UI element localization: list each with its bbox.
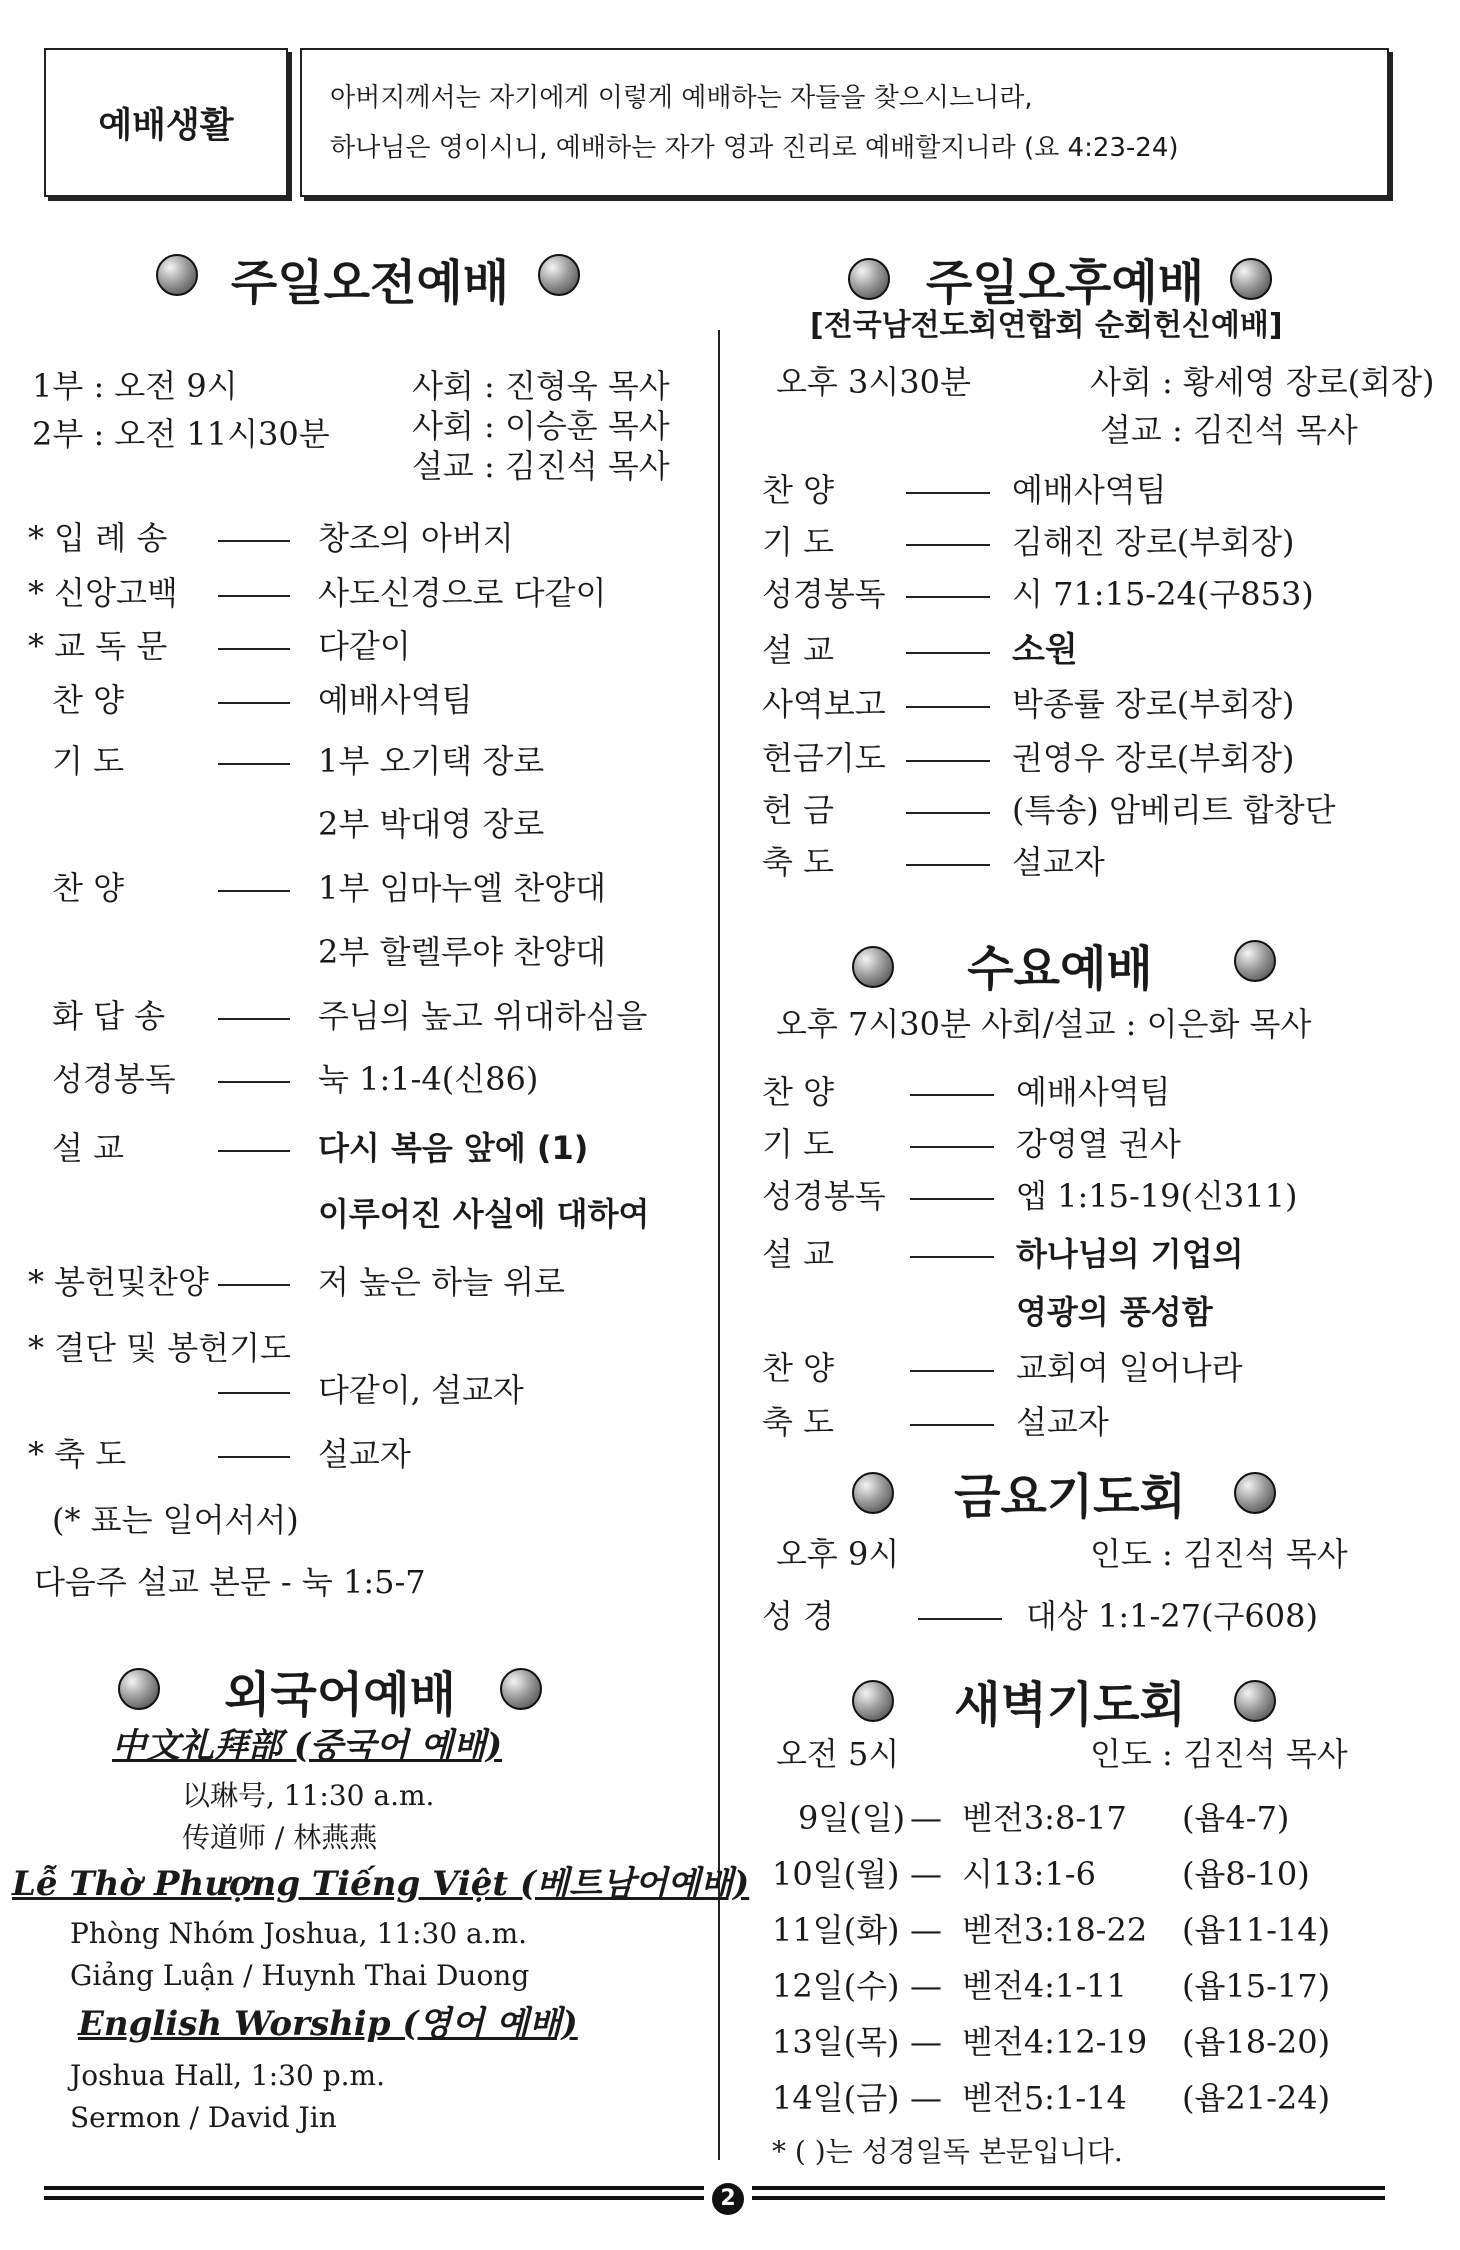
dash-line	[906, 492, 990, 494]
morning-item-value: 주님의 높고 위대하심을	[318, 997, 648, 1035]
dawn-dash: —	[910, 1799, 942, 1837]
dash-line	[910, 1094, 994, 1096]
afternoon-item-value: 시 71:15-24(구853)	[1012, 575, 1314, 613]
morning-item-value: 예배사역팀	[318, 681, 473, 719]
morning-item-value: 창조의 아버지	[318, 519, 514, 557]
vietnamese-title: Lễ Thờ Phượng Tiếng Việt (베트남어예배)	[12, 1864, 750, 1904]
wednesday-item-value: 교회여 일어나라	[1016, 1349, 1243, 1387]
morning-item-value: 다같이	[318, 627, 411, 665]
wednesday-item-label: 성경봉독	[762, 1177, 886, 1215]
dawn-dash: —	[910, 1855, 942, 1893]
dawn-text: 시13:1-6	[962, 1855, 1096, 1893]
wednesday-item-value: 예배사역팀	[1016, 1073, 1171, 1111]
dash-line	[218, 1150, 290, 1152]
afternoon-item-label: 헌 금	[762, 791, 834, 829]
footer-rule-right	[752, 2196, 1385, 2200]
afternoon-time: 오후 3시30분	[776, 363, 971, 401]
afternoon-item-label: 성경봉독	[762, 575, 886, 613]
dawn-day: 12일(수)	[772, 1967, 900, 2005]
dawn-dash: —	[910, 1911, 942, 1949]
friday-time: 오후 9시	[776, 1535, 900, 1573]
chinese-line2: 传道师 / 林燕燕	[182, 1821, 378, 1854]
wednesday-sermon-title2: 영광의 풍성함	[1016, 1293, 1213, 1331]
morning-item-value2: 2부 박대영 장로	[318, 805, 545, 843]
wednesday-item-value: 엡 1:15-19(신311)	[1016, 1177, 1298, 1215]
bullet-ball-icon	[118, 1668, 160, 1710]
foreign-title: 외국어예배	[224, 1667, 456, 1723]
morning-item-value: 1부 임마누엘 찬양대	[318, 869, 606, 907]
morning-item-label: 성경봉독	[52, 1060, 176, 1098]
dash-line	[906, 760, 990, 762]
morning-item-label: * 교 독 문	[28, 627, 168, 665]
bullet-ball-icon	[1230, 258, 1272, 300]
dash-line	[910, 1256, 994, 1258]
morning-time1: 1부 : 오전 9시	[32, 367, 238, 405]
afternoon-item-value: 권영우 장로(부회장)	[1012, 739, 1295, 777]
bullet-ball-icon	[852, 1472, 894, 1514]
dawn-text: 벧전4:12-19	[962, 2023, 1148, 2061]
morning-preacher: 설교 : 김진석 목사	[412, 447, 670, 485]
dawn-ref: (욥15-17)	[1182, 1967, 1331, 2005]
morning-item-label: 찬 양	[52, 681, 124, 719]
footer-rule-left	[44, 2186, 704, 2190]
dawn-text: 벧전3:8-17	[962, 1799, 1127, 1837]
dash-line	[218, 763, 290, 765]
header-title: 예배생활	[98, 106, 234, 146]
morning-item-label: 기 도	[52, 742, 124, 780]
dawn-day: 10일(월)	[772, 1855, 900, 1893]
morning-leader1: 사회 : 진형욱 목사	[412, 367, 670, 405]
dash-line	[910, 1146, 994, 1148]
friday-leader: 인도 : 김진석 목사	[1090, 1535, 1348, 1573]
morning-item-label: * 축 도	[28, 1435, 127, 1473]
wednesday-item-label: 찬 양	[762, 1349, 834, 1387]
morning-item-value: 설교자	[318, 1435, 411, 1473]
afternoon-subtitle: [전국남전도회연합회 순회헌신예배]	[810, 308, 1283, 343]
morning-note: (* 표는 일어서서)	[52, 1501, 299, 1539]
dash-line	[906, 596, 990, 598]
morning-item-label: 찬 양	[52, 869, 124, 907]
header-title-box	[44, 48, 288, 197]
afternoon-title: 주일오후예배	[925, 255, 1205, 311]
afternoon-item-label: 기 도	[762, 523, 834, 561]
dash-line	[218, 1081, 290, 1083]
vietnamese-line2: Giảng Luận / Huynh Thai Duong	[70, 1959, 530, 1992]
friday-value: 대상 1:1-27(구608)	[1026, 1597, 1318, 1635]
dawn-title: 새벽기도회	[954, 1677, 1186, 1733]
dash-line	[218, 595, 290, 597]
chinese-title: 中文礼拜部 (중국어 예배)	[112, 1726, 503, 1766]
header-verse-line1: 아버지께서는 자기에게 이렇게 예배하는 자들을 찾으시느니라,	[330, 83, 1033, 113]
dawn-ref: (욥21-24)	[1182, 2079, 1331, 2117]
morning-leader2: 사회 : 이승훈 목사	[412, 407, 670, 445]
english-title: English Worship (영어 예배)	[78, 2004, 578, 2044]
morning-item-label: * 신앙고백	[28, 574, 178, 612]
morning-item-value2: 2부 할렐루야 찬양대	[318, 933, 606, 971]
wednesday-title: 수요예배	[967, 941, 1153, 997]
dawn-leader: 인도 : 김진석 목사	[1090, 1735, 1348, 1773]
dawn-ref: (욥11-14)	[1182, 1911, 1331, 1949]
afternoon-sermon-title: 소원	[1012, 630, 1078, 670]
bullet-ball-icon	[500, 1668, 542, 1710]
morning-item-label: * 입 례 송	[28, 519, 168, 557]
afternoon-item-label: 축 도	[762, 843, 834, 881]
header-verse-box	[300, 48, 1389, 197]
morning-next-text: 다음주 설교 본문 - 눅 1:5-7	[34, 1563, 426, 1601]
morning-item-value: 다같이, 설교자	[318, 1371, 524, 1409]
dawn-text: 벧전5:1-14	[962, 2079, 1127, 2117]
dawn-ref: (욥8-10)	[1182, 1855, 1310, 1893]
dash-line	[218, 702, 290, 704]
morning-title: 주일오전예배	[230, 255, 510, 311]
afternoon-leader: 사회 : 황세영 장로(회장)	[1090, 363, 1435, 401]
english-line1: Joshua Hall, 1:30 p.m.	[70, 2059, 385, 2092]
bullet-ball-icon	[1234, 940, 1276, 982]
wednesday-item-value: 강영열 권사	[1016, 1125, 1181, 1163]
wednesday-time-line: 오후 7시30분 사회/설교 : 이은화 목사	[776, 1005, 1312, 1043]
dash-line	[906, 812, 990, 814]
friday-label: 성 경	[762, 1597, 834, 1635]
dash-line	[218, 540, 290, 542]
dawn-note: * ( )는 성경일독 본문입니다.	[772, 2135, 1123, 2168]
afternoon-item-label: 헌금기도	[762, 739, 886, 777]
dash-line	[918, 1618, 1002, 1620]
morning-time2: 2부 : 오전 11시30분	[32, 415, 330, 453]
morning-item-value: 1부 오기택 장로	[318, 742, 545, 780]
morning-item-label: 설 교	[52, 1129, 124, 1167]
dawn-day: 14일(금)	[772, 2079, 900, 2117]
dash-line	[906, 706, 990, 708]
dash-line	[218, 1284, 290, 1286]
friday-title: 금요기도회	[954, 1469, 1186, 1525]
morning-item-value: 사도신경으로 다같이	[318, 574, 607, 612]
dawn-ref: (욥4-7)	[1182, 1799, 1290, 1837]
wednesday-item-label: 기 도	[762, 1125, 834, 1163]
bullet-ball-icon	[156, 254, 198, 296]
dawn-dash: —	[910, 2023, 942, 2061]
dawn-text: 벧전4:1-11	[962, 1967, 1127, 2005]
morning-item-value: 눅 1:1-4(신86)	[318, 1060, 539, 1098]
dawn-day: 13일(목)	[772, 2023, 900, 2061]
chinese-line1: 以琳号, 11:30 a.m.	[182, 1779, 435, 1812]
morning-sermon-title2: 이루어진 사실에 대하여	[318, 1195, 650, 1233]
morning-sermon-title: 다시 복음 앞에 (1)	[318, 1129, 589, 1167]
dawn-dash: —	[910, 2079, 942, 2117]
vietnamese-line1: Phòng Nhóm Joshua, 11:30 a.m.	[70, 1917, 528, 1950]
dawn-day: 9일(일)	[798, 1799, 906, 1837]
afternoon-item-label: 설 교	[762, 631, 834, 669]
morning-item-label: * 봉헌및찬양	[28, 1263, 209, 1301]
morning-item-label: * 결단 및 봉헌기도	[28, 1329, 291, 1367]
bullet-ball-icon	[1234, 1680, 1276, 1722]
wednesday-item-label: 설 교	[762, 1235, 834, 1273]
wednesday-item-label: 찬 양	[762, 1073, 834, 1111]
dawn-time: 오전 5시	[776, 1735, 900, 1773]
dash-line	[910, 1424, 994, 1426]
dawn-day: 11일(화)	[772, 1911, 900, 1949]
afternoon-item-value: 김해진 장로(부회장)	[1012, 523, 1295, 561]
english-line2: Sermon / David Jin	[70, 2101, 337, 2134]
afternoon-preacher: 설교 : 김진석 목사	[1100, 411, 1358, 449]
dash-line	[906, 864, 990, 866]
dawn-ref: (욥18-20)	[1182, 2023, 1331, 2061]
dash-line	[218, 1456, 290, 1458]
footer-rule-right	[752, 2186, 1385, 2190]
dawn-text: 벧전3:18-22	[962, 1911, 1148, 1949]
page-number: 2	[712, 2183, 744, 2215]
afternoon-item-value: 설교자	[1012, 843, 1105, 881]
bullet-ball-icon	[848, 258, 890, 300]
bullet-ball-icon	[1234, 1472, 1276, 1514]
footer-rule-left	[44, 2196, 704, 2200]
bullet-ball-icon	[538, 254, 580, 296]
dash-line	[906, 544, 990, 546]
afternoon-item-label: 찬 양	[762, 471, 834, 509]
morning-item-value: 저 높은 하늘 위로	[318, 1263, 565, 1301]
dawn-dash: —	[910, 1967, 942, 2005]
afternoon-item-value: 박종률 장로(부회장)	[1012, 685, 1295, 723]
afternoon-item-value: (특송) 암베리트 합창단	[1012, 791, 1336, 829]
wednesday-item-value: 설교자	[1016, 1403, 1109, 1441]
dash-line	[218, 1018, 290, 1020]
afternoon-item-label: 사역보고	[762, 685, 886, 723]
dash-line	[910, 1370, 994, 1372]
header-verse-line2: 하나님은 영이시니, 예배하는 자가 영과 진리로 예배할지니라 (요 4:23-24)	[330, 133, 1179, 163]
dash-line	[218, 1392, 290, 1394]
morning-item-label: 화 답 송	[52, 997, 166, 1035]
dash-line	[906, 652, 990, 654]
afternoon-item-value: 예배사역팀	[1012, 471, 1167, 509]
wednesday-item-label: 축 도	[762, 1403, 834, 1441]
bullet-ball-icon	[852, 946, 894, 988]
dash-line	[218, 648, 290, 650]
dash-line	[218, 890, 290, 892]
wednesday-sermon-title: 하나님의 기업의	[1016, 1235, 1244, 1273]
dash-line	[910, 1198, 994, 1200]
bullet-ball-icon	[852, 1680, 894, 1722]
